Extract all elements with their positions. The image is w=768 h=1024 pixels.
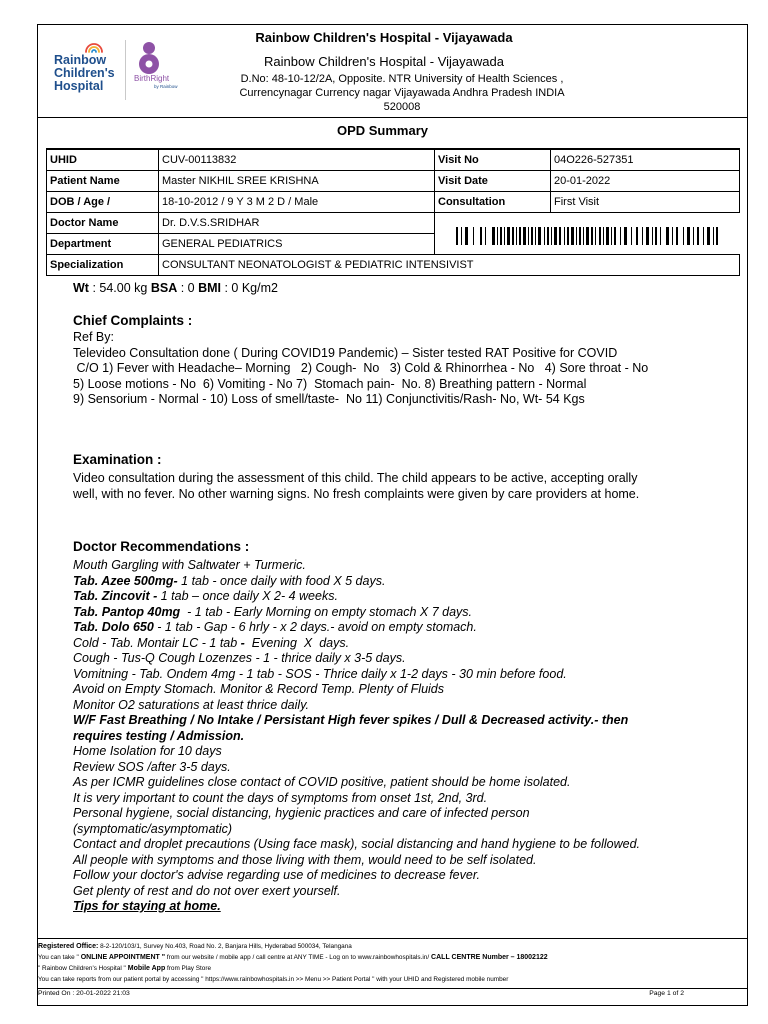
- drug-name: Tab. Dolo 650: [73, 620, 154, 634]
- specialization-value: CONSULTANT NEONATOLOGIST & PEDIATRIC INTENSIVIST: [159, 255, 740, 276]
- rainbow-logo-icon: [82, 38, 106, 54]
- text-line: Televideo Consultation done ( During COVID19 Pandemic) – Sister tested RAT Positive for COVID: [73, 345, 618, 360]
- mobile-app-text: " Rainbow Children's Hospital ": [38, 965, 126, 972]
- table-row: [47, 255, 740, 276]
- barcode-cell: [435, 213, 740, 255]
- examination-text: [73, 471, 639, 502]
- doctor-name-value: Dr. D.V.S.SRIDHAR: [159, 213, 435, 234]
- drug-name: Cold - Tab. Montair LC - 1 tab: [73, 635, 241, 650]
- drug-dosage: - 1 tab - Early Morning on empty stomach X 7 days.: [180, 604, 472, 619]
- department-value: GENERAL PEDIATRICS: [159, 234, 435, 255]
- chief-complaints-heading: Chief Complaints :: [73, 313, 193, 328]
- doctor-name-label: Doctor Name: [47, 213, 159, 234]
- wt-value: : 54.00 kg: [88, 281, 151, 295]
- play-store-text: from Play Store: [165, 965, 212, 972]
- hospital-title: Rainbow Children's Hospital - Vijayawada: [255, 30, 513, 45]
- table-row: [47, 192, 740, 213]
- text-line: [73, 589, 640, 605]
- appointment-text: You can take ": [38, 954, 79, 961]
- logo-rainbow-text: Rainbow: [54, 53, 107, 67]
- text-line: It is very important to count the days of symptoms from onset 1st, 2nd, 3rd.: [73, 790, 488, 805]
- footer-divider: [37, 938, 748, 939]
- hospital-address: [190, 72, 614, 114]
- logo-childrens-text: Children's: [54, 66, 115, 80]
- drug-dosage: 1 tab – once daily X 2- 4 weeks.: [157, 589, 338, 603]
- text-line: 9) Sensorium - Normal - 10) Loss of smell/taste- No 11) Conjunctivitis/Rash- No, Wt- 54 Kgs: [73, 392, 585, 406]
- appointment-line: [38, 952, 548, 963]
- drug-dosage: 1 tab - once daily with food X 5 days.: [177, 573, 386, 588]
- hospital-subtitle: Rainbow Children's Hospital - Vijayawada: [264, 54, 504, 69]
- department-label: Department: [47, 234, 159, 255]
- text-line: Contact and droplet precautions (Using face mask), social distancing and hand hygiene to be followed.: [73, 837, 641, 851]
- online-appointment-text: ONLINE APPOINTMENT ": [78, 954, 166, 961]
- drug-dosage: - 1 tab - Gap - 6 hrly - x 2 days.- avoid on empty stomach.: [153, 620, 477, 634]
- appointment-text-2: from our website / mobile app / call centre at ANY TIME - Log on to www.rainbowhospitals.in/: [165, 954, 430, 961]
- drug-name: Tab. Azee 500mg-: [73, 573, 178, 588]
- uhid-value: CUV-00113832: [159, 149, 435, 171]
- wt-label: Wt: [73, 281, 89, 295]
- portal-line: You can take reports from our patient portal by accessing " https://www.rainbowhospitals.in >> Menu >> Patient Portal " with your UHID and Registered mobile number: [38, 976, 509, 983]
- logo-hospital-text: Hospital: [54, 79, 104, 93]
- bsa-label: BSA: [150, 281, 178, 295]
- dob-value: 18-10-2012 / 9 Y 3 M 2 D / Male: [159, 192, 435, 213]
- mobile-app-line: [38, 963, 548, 974]
- table-row: [47, 171, 740, 192]
- bmi-label: BMI: [198, 281, 221, 295]
- footer: [38, 941, 548, 985]
- visit-date-label: Visit Date: [435, 171, 551, 192]
- printed-on: Printed On : 20-01-2022 21:03: [38, 990, 130, 997]
- logo-text: [54, 54, 115, 93]
- call-centre-text: CALL CENTRE Number – 18002122: [429, 954, 548, 961]
- vitals-line: [73, 281, 278, 295]
- page-number: Page 1 of 2: [649, 990, 684, 997]
- examination-heading: Examination :: [73, 452, 162, 467]
- text-line: Personal hygiene, social distancing, hygienic practices and care of infected person: [73, 806, 530, 820]
- dash: -: [240, 635, 245, 650]
- consultation-label: Consultation: [435, 192, 551, 213]
- text-line: Avoid on Empty Stomach. Monitor & Record Temp. Plenty of Fluids: [73, 682, 445, 696]
- table-row: [47, 213, 740, 234]
- consultation-value: First Visit: [551, 192, 740, 213]
- address-line-1: D.No: 48-10-12/2A, Opposite. NTR University of Health Sciences ,: [240, 73, 564, 85]
- birthright-logo-icon: [136, 40, 162, 74]
- tips-heading: Tips for staying at home.: [73, 899, 221, 913]
- bmi-value: : 0 Kg/m2: [221, 281, 278, 295]
- text-line: Ref By:: [73, 330, 114, 344]
- visit-date-value: 20-01-2022: [551, 171, 740, 192]
- text-line: Mouth Gargling with Saltwater + Turmeric.: [73, 558, 306, 572]
- specialization-label: Specialization: [47, 255, 159, 276]
- text-line: Follow your doctor's advise regarding use of medicines to decrease fever.: [73, 868, 480, 882]
- bsa-value: : 0: [177, 281, 199, 295]
- registered-office-label: Registered Office:: [38, 943, 99, 950]
- registered-office-line: [38, 941, 548, 952]
- footer-bottom-divider: [37, 988, 748, 989]
- text-line: 5) Loose motions - No 6) Vomiting - No 7) Stomach pain- No. 8) Breathing pattern - Normal: [73, 376, 587, 391]
- logo-by-rainbow-text: by Rainbow: [154, 84, 178, 89]
- patient-name-label: Patient Name: [47, 171, 159, 192]
- hospital-logo: [48, 38, 180, 104]
- text-line: [73, 574, 640, 590]
- text-line: Video consultation during the assessment of this child. The child appears to be active, accepting orally: [73, 471, 638, 485]
- address-line-3: 520008: [383, 101, 421, 113]
- drug-dosage: Evening X days.: [244, 635, 350, 650]
- header-divider: [37, 117, 748, 118]
- logo-birthright-text: BirthRight: [134, 74, 170, 83]
- text-line: [73, 605, 640, 621]
- table-row: [47, 149, 740, 171]
- drug-name: Tab. Pantop 40mg: [73, 604, 181, 619]
- warning-line: requires testing / Admission.: [73, 728, 245, 743]
- recommendations-text: [73, 558, 640, 915]
- page-title: OPD Summary: [336, 123, 429, 138]
- recommendations-heading: Doctor Recommendations :: [73, 539, 250, 554]
- drug-name: Tab. Zincovit -: [73, 589, 158, 603]
- registered-office-text: 8-2-120/103/1, Survey No.403, Road No. 2, Banjara Hills, Hyderabad 500034, Telangana: [98, 943, 352, 950]
- text-line: (symptomatic/asymptomatic): [73, 821, 233, 836]
- logo-divider: [125, 40, 126, 100]
- uhid-label: UHID: [47, 149, 159, 171]
- text-line: well, with no fever. No other warning signs. No fresh complaints were given by care providers at home.: [73, 486, 640, 501]
- text-line: Vomitning - Tab. Ondem 4mg - 1 tab - SOS - Thrice daily x 1-2 days - 30 min before food.: [73, 666, 567, 681]
- warning-line: W/F Fast Breathing / No Intake / Persistant High fever spikes / Dull & Decreased activity.- then: [73, 713, 629, 727]
- dob-label: DOB / Age /: [47, 192, 159, 213]
- visit-no-label: Visit No: [435, 149, 551, 171]
- address-line-2: Currencynagar Currency nagar Vijayawada Andhra Pradesh INDIA: [239, 87, 565, 99]
- footer-bottom: [38, 990, 746, 997]
- chief-complaints-text: [73, 330, 648, 408]
- text-line: Get plenty of rest and do not over exert yourself.: [73, 883, 341, 898]
- text-line: [73, 620, 640, 636]
- visit-no-value: 04O226-527351: [551, 149, 740, 171]
- text-line: Review SOS /after 3-5 days.: [73, 759, 231, 774]
- text-line: All people with symptoms and those living with them, would need to be self isolated.: [73, 852, 537, 867]
- text-line: As per ICMR guidelines close contact of COVID positive, patient should be home isolated.: [73, 775, 571, 789]
- mobile-app-label: Mobile App: [125, 965, 166, 972]
- text-line: C/O 1) Fever with Headache– Morning 2) Cough- No 3) Cold & Rhinorrhea - No 4) Sore throat - No: [73, 361, 649, 375]
- text-line: Cough - Tus-Q Cough Lozenzes - 1 - thrice daily x 3-5 days.: [73, 651, 406, 665]
- text-line: Monitor O2 saturations at least thrice daily.: [73, 697, 309, 712]
- text-line: Home Isolation for 10 days: [73, 744, 222, 758]
- patient-info-table: [46, 148, 740, 276]
- patient-name-value: Master NIKHIL SREE KRISHNA: [159, 171, 435, 192]
- text-line: [73, 636, 640, 652]
- barcode: [456, 227, 718, 245]
